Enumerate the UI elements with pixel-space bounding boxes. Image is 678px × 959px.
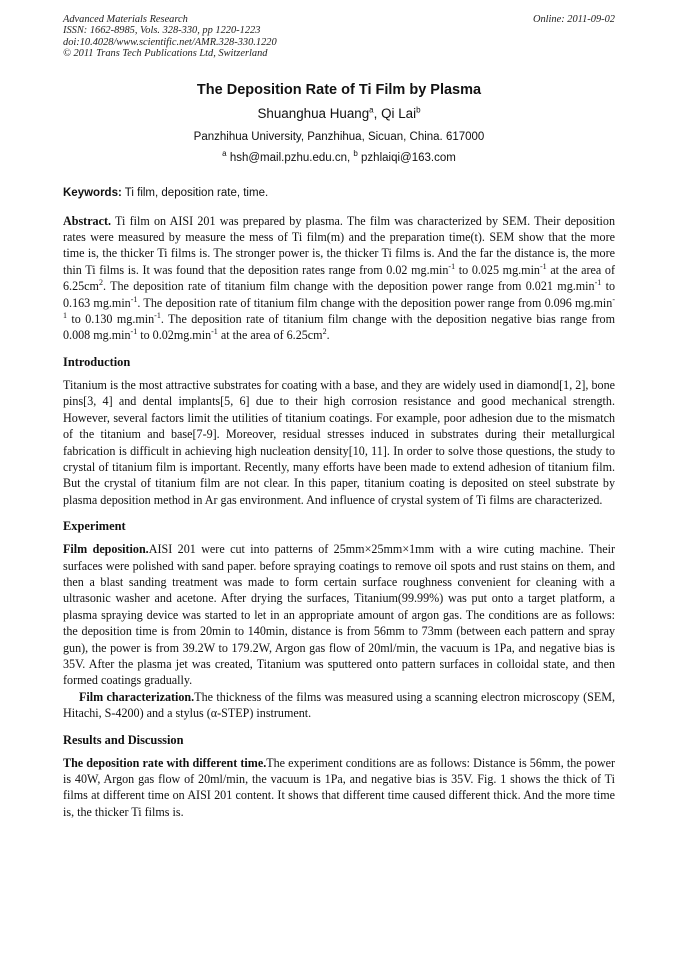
paragraph-run-in-heading: Film characterization. [79,689,195,704]
author-line [63,105,615,122]
experiment-paragraph-characterization [63,689,615,722]
superscript: -1 [130,294,138,304]
abstract-text: at the area of 6.25cm [217,328,323,343]
results-paragraph [63,755,615,821]
superscript: -1 [448,261,456,271]
copyright-line: © 2011 Trans Tech Publications Ltd, Switzerland [63,48,268,60]
paragraph-run-in-heading: Film deposition. [63,542,149,557]
superscript: 2 [98,278,103,288]
paragraph-text: The experiment conditions are as follows: Distance is 56mm, the power is 40W, Argon gas flow of 20ml/min, the vacuum is 1Pa, and negative bias is 35V. Fig. 1 shows the thick of Ti films at different time on AISI 201 content. It shows that different time caused different thick. And the more time is, the thicker Ti films is. [63,755,615,819]
online-date: Online: 2011-09-02 [532,14,615,25]
superscript: -1 [211,327,218,337]
keywords-label: Keywords: [63,186,122,199]
journal-header [63,14,615,60]
abstract-text: to 0.02mg.min [137,328,212,343]
introduction-paragraph: Titanium is the most attractive substrates for coating with a base, and they are widely used in diamond[1, 2], bone pins[3, 4] and dental implants[5, 6] due to their high corrosion resistance and good mechanical strength. However, several factors limit the utilities of titanium coatings. For example, poor adhesion due to the mismatch of the titanium and base[7-9]. Moreover, residual stresses induced in substrates during their metallurgical fabrication is difficult in achieving high nucleation density[10, 11]. In order to solve those questions, the study to crystal of titanium film is important. Recently, many efforts have been made to extend adhesion of titanium film. But the crystal of titanium film are not clear. In this paper, titanium coating is deposited on steel substrate by plasma deposition method in Ar gas environment. And influence of crystal system of Ti films are characterized. [63,377,615,507]
abstract-text: to 0.025 mg.min [455,262,540,277]
affiliation: Panzhihua University, Panzhihua, Sicuan, China. 617000 [193,130,485,143]
email-address: hsh@mail.pzhu.edu.cn, [226,151,354,164]
superscript: -1 [130,327,138,337]
email-line [63,148,615,165]
author-affil-mark: b [416,105,421,115]
email-mark: a [222,148,227,158]
email-address: pzhlaiqi@163.com [357,151,456,164]
author-name: Shuanghua Huang [257,105,370,121]
keywords [63,186,615,200]
section-heading-experiment: Experiment [63,519,126,534]
paragraph-run-in-heading: The deposition rate with different time. [63,755,267,770]
abstract-text: . [326,328,330,343]
email-mark: b [353,148,358,158]
superscript: 2 [322,327,327,337]
superscript: -1 [154,311,161,321]
author-affil-mark: a [369,105,374,115]
author-separator: , [373,105,382,121]
abstract-label: Abstract. [63,213,112,228]
abstract-text: to 0.130 mg.min [67,312,155,327]
experiment-paragraph-deposition [63,541,615,689]
paper-title: The Deposition Rate of Ti Film by Plasma [196,81,482,98]
section-heading-results: Results and Discussion [63,732,184,747]
abstract-text: . The deposition rate of titanium film change with the deposition power range from 0.096 mg.min [137,295,613,310]
superscript: -1 [63,294,615,321]
section-heading-introduction: Introduction [63,354,131,369]
abstract-text: to 0.163 mg.min [63,279,615,310]
abstract [63,213,615,344]
keywords-text: Ti film, deposition rate, time. [121,186,269,199]
paragraph-text: AISI 201 were cut into patterns of 25mm×25mm×1mm with a wire cuting machine. Their surfaces were polished with sand paper. before spraying coatings to remove oil spots and rust stains on them, and then a blast sanding treatment was made to form certain surface roughness convenient for cleaning with a ultrasonic washer and acetone. After drying the surfaces, Titanium(99.99%) was put onto a target platform, a plasma spraying device was started to let in an appropriate amount of argon gas. The conditions are as follows: the deposition time is from 20min to 140min, distance is from 56mm to 73mm (between each pattern and spray gun), the power is from 39.2W to 179.2W, Argon gas flow of 20ml/min, the vacuum is 1Pa, and negative bias is 35V. After the plasma jet was created, Titanium was sputtered onto pattern surfaces in colloidal state, and then formed coatings gradually. [63,542,616,688]
superscript: -1 [594,278,602,288]
journal-name: Advanced Materials Research [63,14,188,25]
abstract-text: . The deposition rate of titanium film change with the deposition power range from 0.021 mg.min [102,279,595,294]
doi-line: doi:10.4028/www.scientific.net/AMR.328-330.1220 [63,36,277,48]
abstract-text: at the area of 6.25cm [63,262,615,294]
superscript: -1 [539,261,547,271]
author-name: Qi Lai [381,105,417,121]
issn-line: ISSN: 1662-8985, Vols. 328-330, pp 1220-1223 [63,25,261,37]
abstract-text: . The deposition rate of titanium film change with the deposition negative bias range from 0.008 mg.min [63,312,615,343]
abstract-text: Ti film on AISI 201 was prepared by plasma. The film was characterized by SEM. Their deposition rates were measured by measure the mess of Ti film(m) and the preparation time(t). SEM show that the more time is, the thicker Ti films is. The stronger power is, the thicker Ti films is. And the far the distance is, the more thin Ti films is. It was found that the deposition rates range from 0.02 mg.min [63,213,615,277]
paragraph-text: The thickness of the films was measured using a scanning electron microscopy (SEM, Hitachi, S-4200) and a stylus (α-STEP) instrument. [63,689,615,721]
